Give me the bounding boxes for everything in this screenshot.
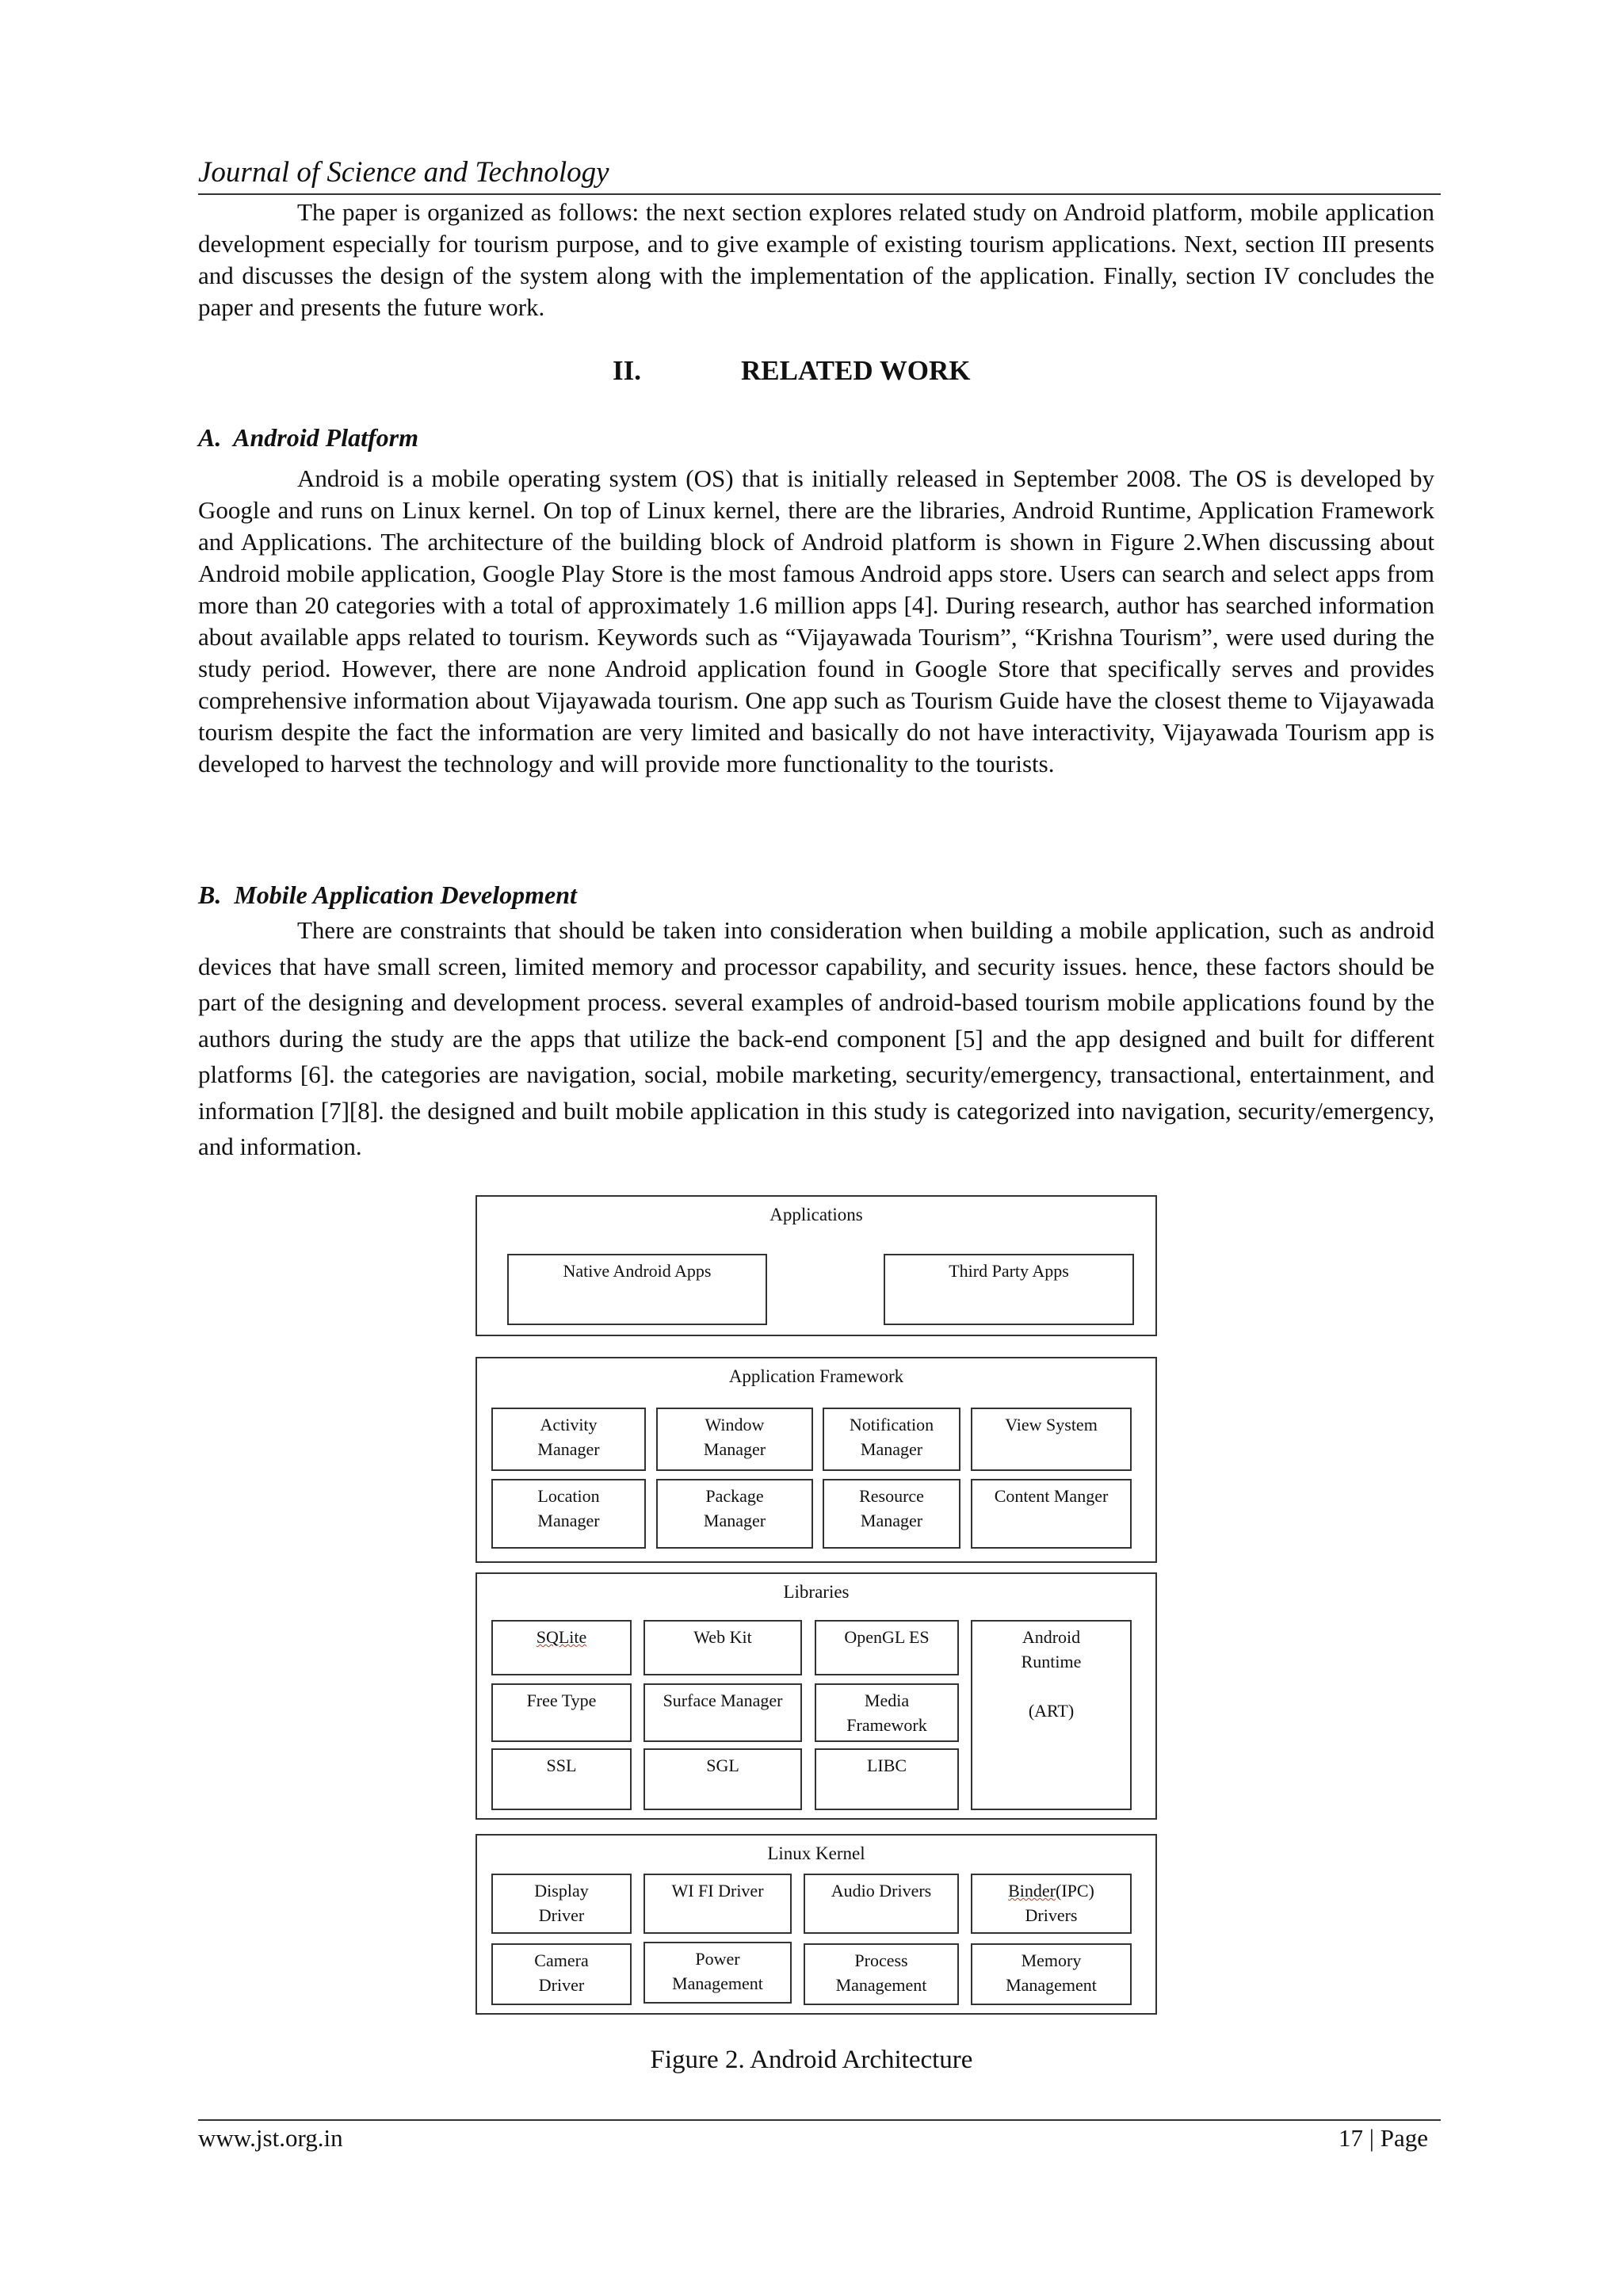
content-manager-box: Content Manger [971,1479,1132,1549]
header-rule [198,193,1441,195]
sqlite-box: SQLite [491,1620,632,1675]
footer-page-number: 17 | Page [1338,2124,1428,2152]
audio-drivers-box: Audio Drivers [804,1874,959,1934]
location-manager-box: Location Manager [491,1479,646,1549]
linux-kernel-layer [475,1834,1157,2015]
native-android-apps-box: Native Android Apps [507,1254,767,1325]
media-framework-box: Media Framework [815,1683,959,1742]
android-runtime-box: Android Runtime (ART) [971,1620,1132,1810]
framework-layer-title: Application Framework [728,1366,904,1386]
footer-rule [198,2119,1441,2121]
libc-box: LIBC [815,1748,959,1810]
resource-manager-box: Resource Manager [823,1479,960,1549]
applications-layer-title: Applications [769,1205,863,1224]
process-management-box: Process Management [804,1943,959,2005]
applications-layer [475,1195,1157,1336]
intro-paragraph: The paper is organized as follows: the next section explores related study on Android platform, mobile application development especially for tourism purpose, and to give example of existing tourism applications. Next, section III presents and discusses the design of the system along with the implementation of the application. Finally, section IV concludes the paper and presents the future work. [198,198,1434,321]
kernel-layer-title: Linux Kernel [767,1843,865,1863]
section-number: II. [613,355,641,386]
view-system-box: View System [971,1408,1132,1471]
webkit-box: Web Kit [643,1620,802,1675]
subsection-a-paragraph: Android is a mobile operating system (OS) that is initially released in September 2008. The OS is developed by Google and runs on Linux kernel. On top of Linux kernel, there are the libraries, Android Runtime, Application Framework and Applications. The architecture of the building block of Android platform is shown in Figure 2.When discussing about Android mobile application, Google Play Store is the most famous Android apps store. Users can search and select apps from more than 20 categories with a total of approximately 1.6 million apps [4]. During research, author has searched information about available apps related to tourism. Keywords such as “Vijayawada Tourism”, “Krishna Tourism”, were used during the study period. However, there are none Android application found in Google Store that specifically serves and provides comprehensive information about Vijayawada tourism. One app such as Tourism Guide have the closest theme to Vijayawada tourism despite the fact the information are very limited and basically do not have interactivity, Vijayawada Tourism app is developed to harvest the technology and will provide more functionality to the tourists. [198,464,1434,777]
activity-manager-box: Activity Manager [491,1408,646,1471]
window-manager-box: Window Manager [656,1408,813,1471]
application-framework-layer [475,1357,1157,1563]
binder-ipc-drivers-box: Binder(IPC) Drivers [971,1874,1132,1934]
memory-management-box: Memory Management [971,1943,1132,2005]
libraries-layer [475,1572,1157,1820]
camera-driver-box: Camera Driver [491,1943,632,2005]
libraries-layer-title: Libraries [783,1582,850,1602]
ssl-box: SSL [491,1748,632,1810]
notification-manager-box: Notification Manager [823,1408,960,1471]
display-driver-box: Display Driver [491,1874,632,1934]
surface-manager-box: Surface Manager [643,1683,802,1742]
subsection-b-heading: B. Mobile Application Development [198,881,577,909]
footer-website: www.jst.org.in [198,2124,343,2152]
package-manager-box: Package Manager [656,1479,813,1549]
section-title: RELATED WORK [741,355,971,386]
wifi-driver-box: WI FI Driver [643,1874,792,1934]
journal-title: Journal of Science and Technology [198,156,609,189]
sgl-box: SGL [643,1748,802,1810]
free-type-box: Free Type [491,1683,632,1742]
power-management-box: Power Management [643,1942,792,2004]
figure-caption: Figure 2. Android Architecture [650,2046,973,2074]
subsection-b-paragraph: There are constraints that should be taken into consideration when building a mobile application, such as android devices that have small screen, limited memory and processor capability, and security issues. hence, these factors should be part of the designing and development process. several examples of android-based tourism mobile applications found by the authors during the study are the apps that utilize the back-end component [5] and the app designed and built for different platforms [6]. the categories are navigation, social, mobile marketing, security/emergency, transactional, entertainment, and information [7][8]. the designed and built mobile application in this study is categorized into navigation, security/emergency, and information. [198,916,1434,1160]
subsection-a-heading: A. Android Platform [198,423,418,452]
android-architecture-figure [475,1195,1157,2019]
opengl-es-box: OpenGL ES [815,1620,959,1675]
third-party-apps-box: Third Party Apps [884,1254,1134,1325]
